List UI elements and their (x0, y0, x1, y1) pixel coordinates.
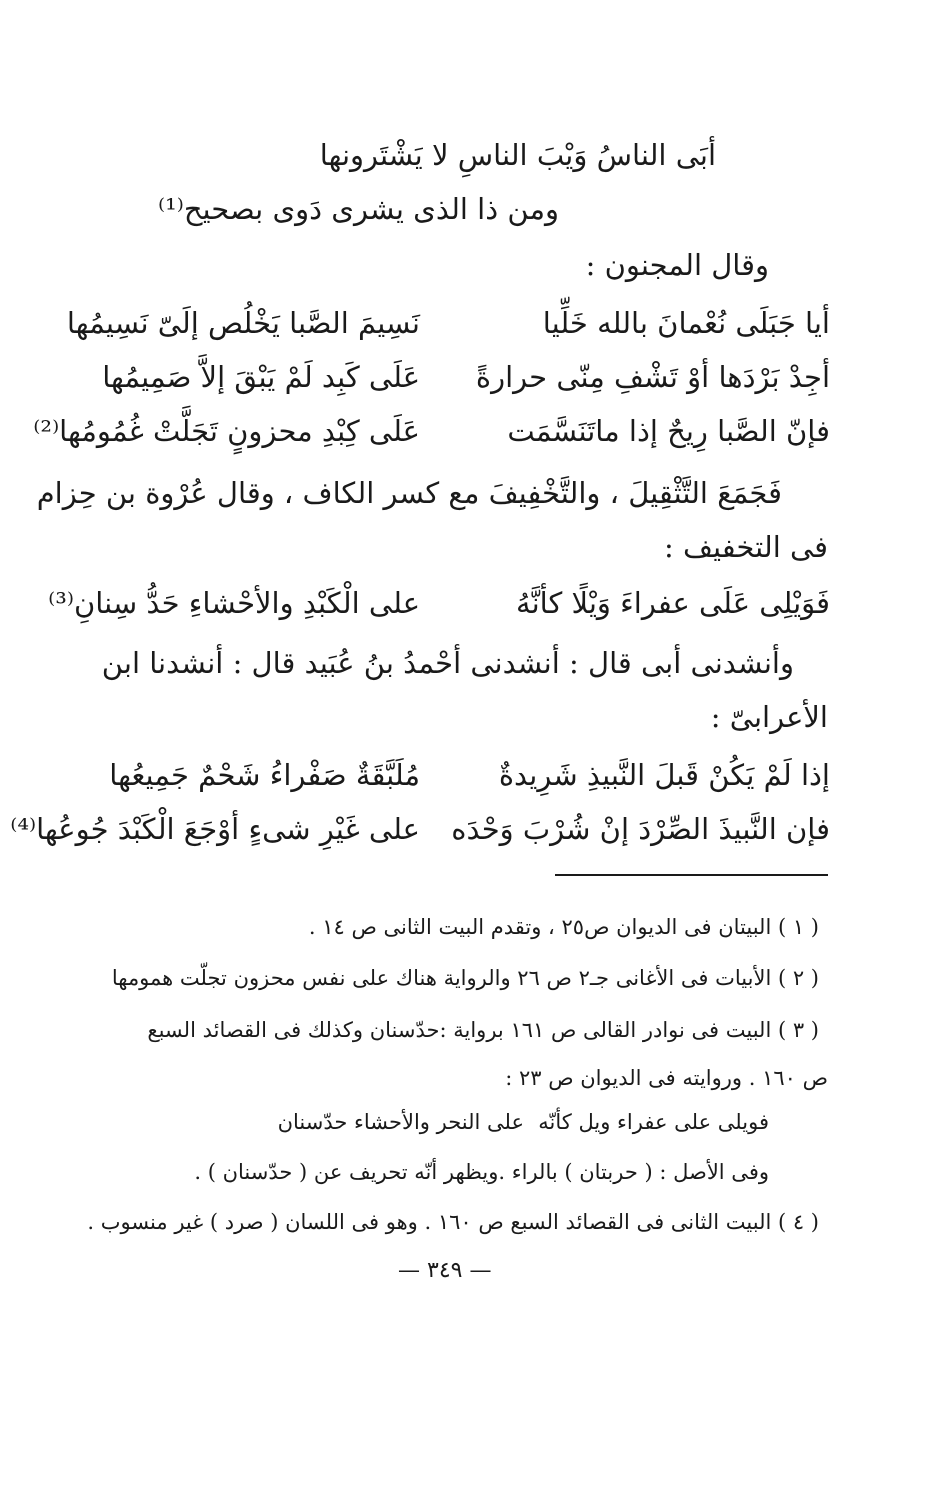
verse-hemistich: نَسِيمَ الصَّبا يَخْلُص إلَىّ نَسِيمُها (66, 306, 420, 340)
verse-line: ومن ذا الذى يشرى دَوى بصحيح⁽¹⁾ (157, 192, 559, 226)
verse-hemistich: أيا جَبَلَى نُعْمانَ بالله خَلِّيا (542, 306, 830, 340)
footnote-divider (555, 874, 828, 876)
paragraph-line: وأنشدنى أبى قال : أنشدنى أحْمدُ بنُ عُبَيد قال : أنشدنا ابن (101, 646, 794, 680)
verse-hemistich: مُلَبَّقَةٌ صَفْراءُ شَحْمٌ جَمِيعُها (109, 758, 420, 792)
footnote: ( ٤ ) البيت الثانى فى القصائد السبع ص ١٦٠ . وهو فى اللسان ( صرد ) غير منسوب . (87, 1210, 819, 1234)
footnote: ( ٢ ) الأبيات فى الأغانى جـ٢ ص ٢٦ والرواية هناك على نفس محزون تجلّت همومها (111, 966, 819, 990)
footnote: ( ١ ) البيتان فى الديوان ص٢٥ ، وتقدم البيت الثانى ص ١٤ . (308, 915, 819, 939)
verse-hemistich: فإن النَّبيذَ الصِّرْدَ إنْ شُرْبَ وَحْدَه (451, 812, 830, 846)
verse-hemistich: على غَيْرِ شىءٍ أوْجَعَ الْكَبْدَ جُوعُها⁽⁴⁾ (10, 812, 420, 846)
paragraph-line: فى التخفيف : (663, 530, 828, 564)
verse-hemistich: على الْكَبْدِ والأحْشاءِ حَدُّ سِنانِ⁽³⁾ (48, 586, 420, 620)
paragraph-line: الأعرابىّ : (710, 700, 828, 734)
verse-hemistich: فإنّ الصَّبا رِيحٌ إذا ماتَنَسَّمَت (507, 414, 830, 448)
footnote: ( ٣ ) البيت فى نوادر القالى ص ١٦١ برواية :حدّسنان وكذلك فى القصائد السبع (147, 1018, 819, 1042)
verse-hemistich: عَلَى كَبِد لَمْ يَبْقَ إلاَّ صَمِيمُها (102, 360, 420, 394)
verse-hemistich: فَوَيْلِى عَلَى عفراءَ وَيْلًا كأنَّهُ (516, 586, 830, 620)
paragraph-line: فَجَمَعَ التَّثْقِيلَ ، والتَّخْفِيفَ مع كسر الكاف ، وقال عُرْوة بن حِزام (36, 476, 782, 510)
footnote: وفى الأصل : ( حربتان ) بالراء .ويظهر أنّه تحريف عن ( حدّسنان ) . (194, 1160, 769, 1184)
page-number: — ٣٤٩ — (398, 1258, 492, 1283)
verse-line: أبَى الناسُ وَيْبَ الناسِ لا يَشْتَرونها (319, 138, 716, 172)
verse-hemistich: عَلَى كِبْدِ محزونٍ تَجَلَّتْ غُمُومُها⁽²⁾ (33, 414, 420, 448)
footnote-verse: فويلى على عفراء ويل كأنّه (538, 1110, 769, 1134)
intro-line: وقال المجنون : (585, 248, 769, 282)
footnote-verse: على النحر والأحشاء حدّسنان (277, 1110, 524, 1134)
verse-hemistich: أجِدْ بَرْدَها أوْ تَشْفِ مِنّى حرارةً (475, 360, 830, 394)
footnote: ص ١٦٠ . وروايته فى الديوان ص ٢٣ : (505, 1066, 828, 1090)
verse-hemistich: إذا لَمْ يَكُنْ قَبلَ النَّبيذِ شَرِيدةٌ (498, 758, 830, 792)
